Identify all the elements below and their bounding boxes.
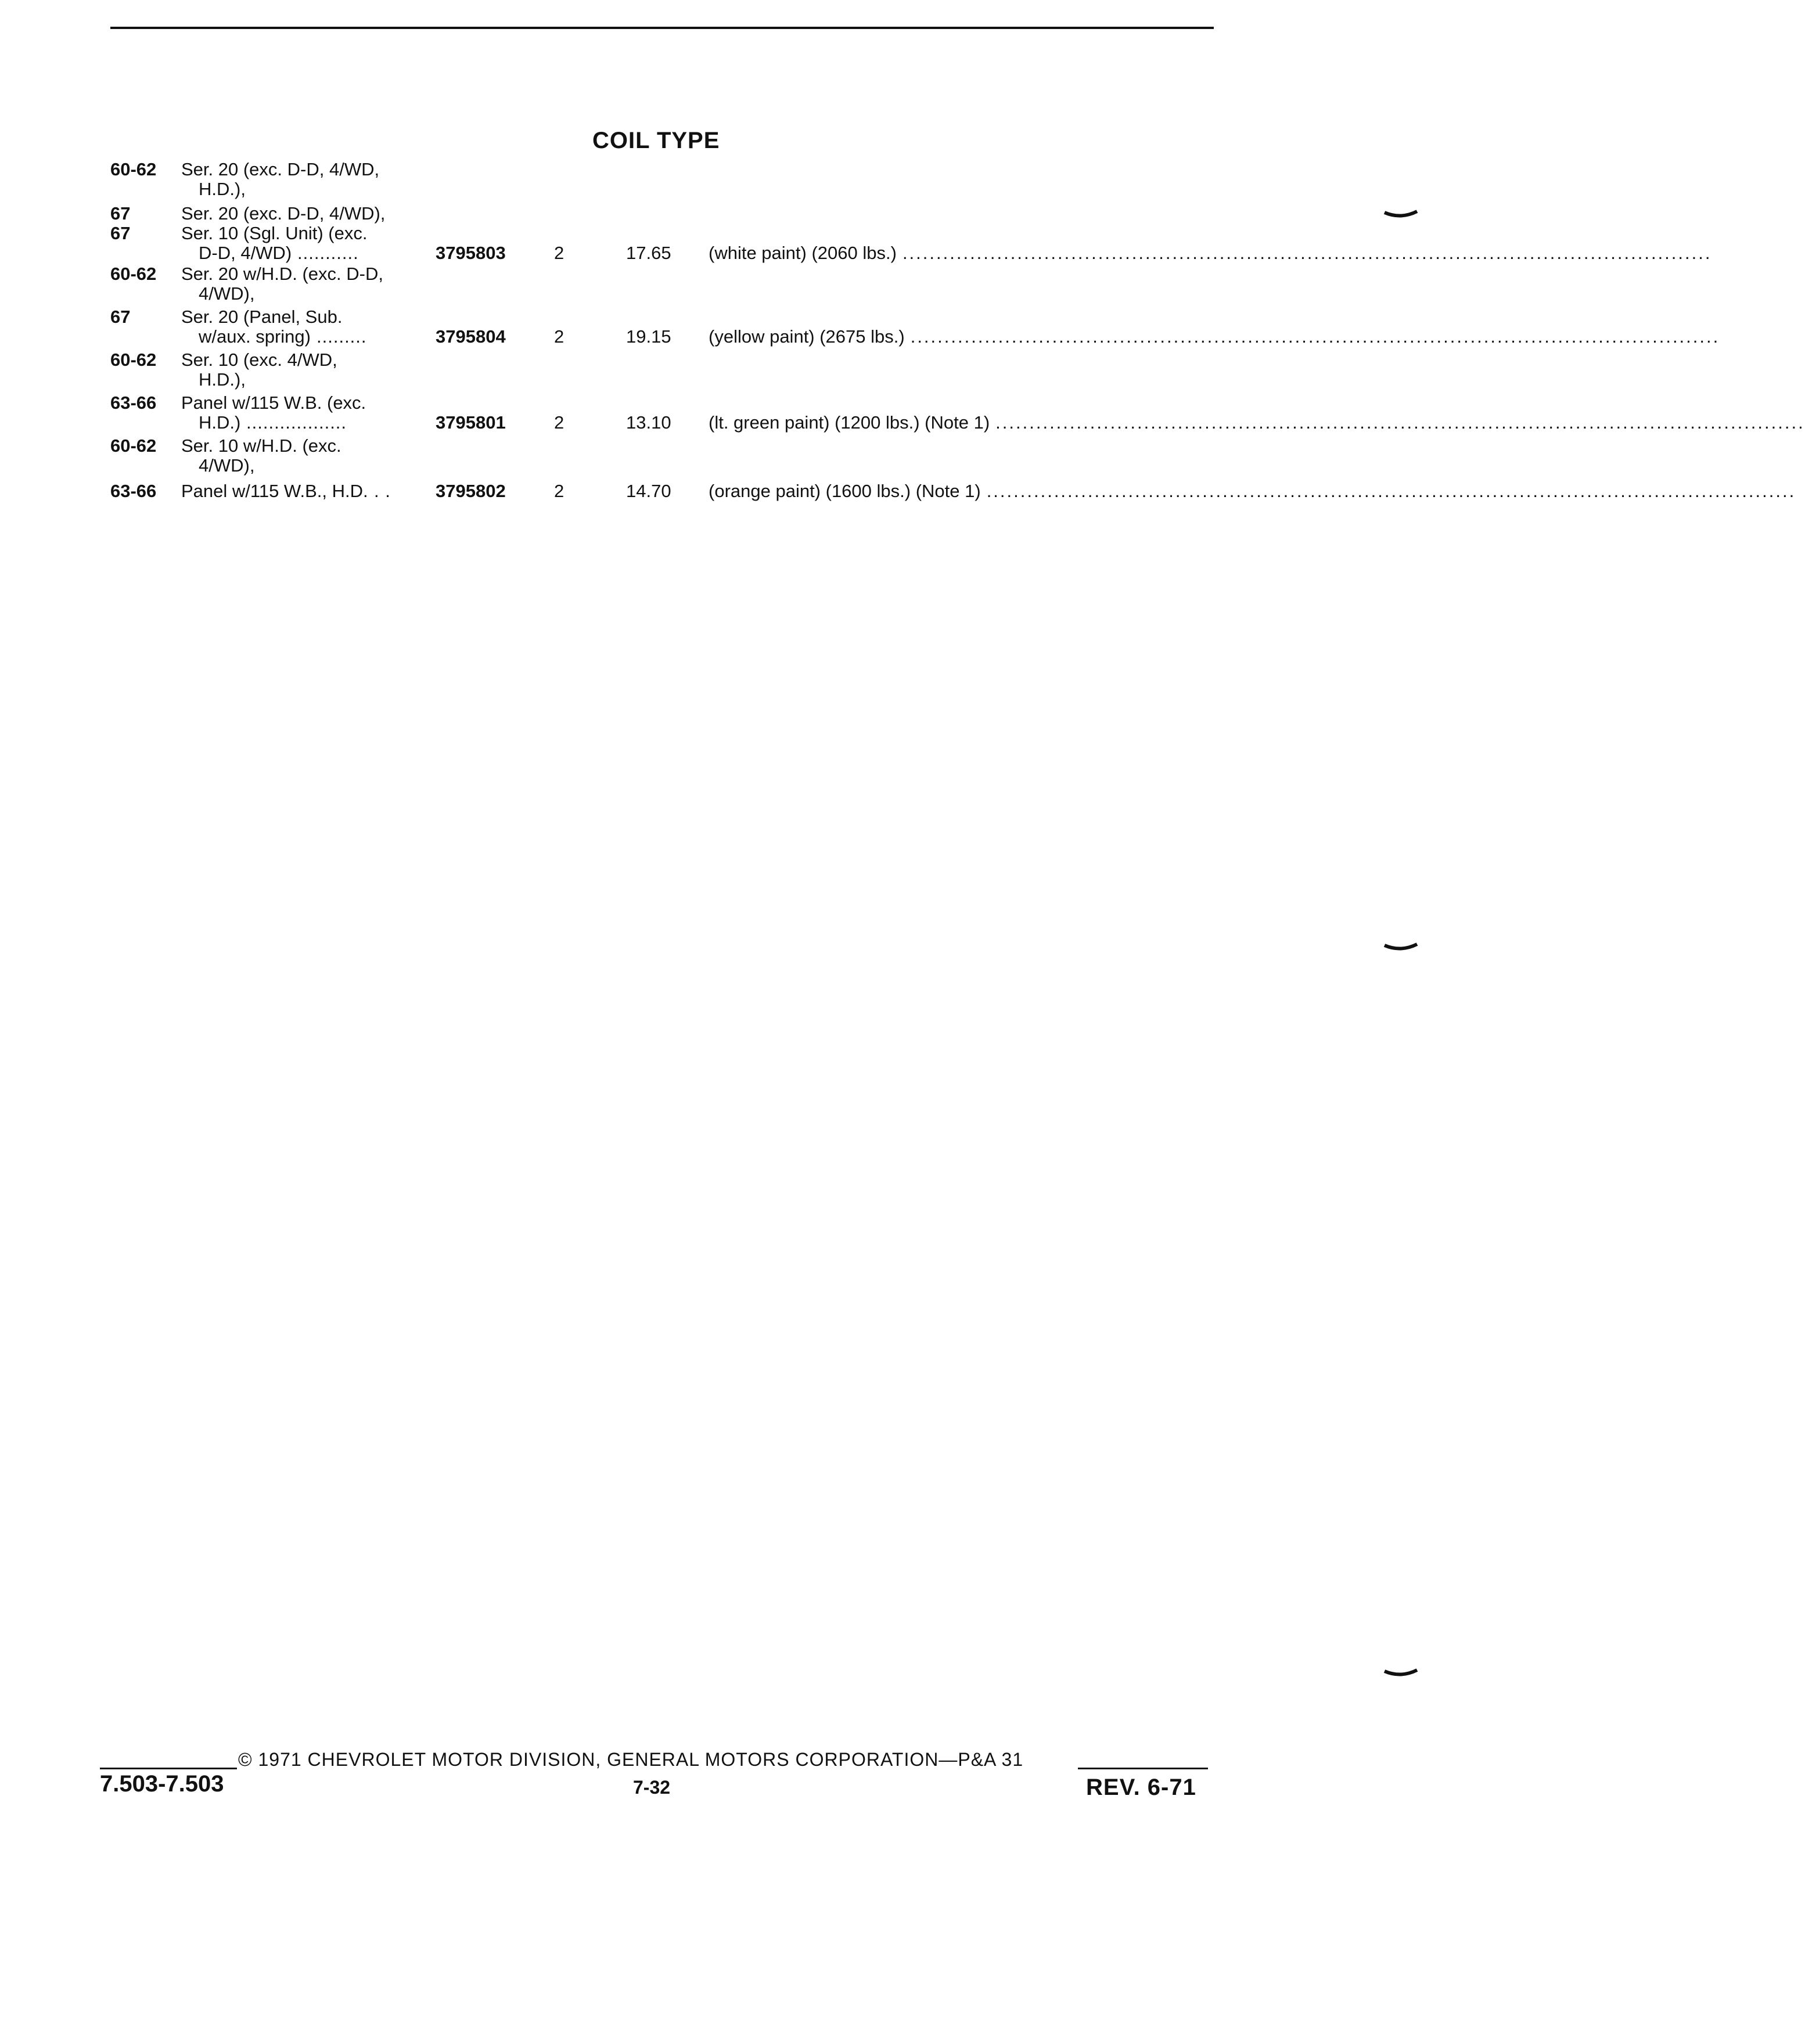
section-code: 7.503-7.503 <box>100 1771 224 1797</box>
model-years: 60-62 <box>110 264 157 284</box>
section-title: COIL TYPE <box>592 128 720 153</box>
top-rule <box>110 27 1214 29</box>
spring-note <box>709 326 1720 347</box>
note-text: (orange paint) (1600 lbs.) (Note 1) <box>709 481 981 501</box>
price: 13.10 <box>626 412 671 433</box>
part-number: 3795804 <box>436 326 506 347</box>
leader-dots: ........................................................................................................................ <box>902 243 1712 263</box>
model-years: 63-66 <box>110 481 157 501</box>
leader-dots: ........... <box>297 243 359 263</box>
spring-note <box>709 412 1805 433</box>
leader-dots: . . <box>374 481 391 501</box>
model-years: 60-62 <box>110 159 157 179</box>
part-number: 3795801 <box>436 412 506 433</box>
copyright-line: © 1971 CHEVROLET MOTOR DIVISION, GENERAL MOTORS CORPORATION—P&A 31 <box>238 1749 1024 1770</box>
part-row <box>110 350 1225 370</box>
spring-note <box>709 481 1796 501</box>
part-row <box>110 393 1225 413</box>
application-description: Ser. 20 w/H.D. (exc. D-D, <box>181 264 383 284</box>
price: 17.65 <box>626 243 671 263</box>
model-years: 67 <box>110 203 131 224</box>
application-description: Ser. 20 (exc. D-D, 4/WD, <box>181 159 380 179</box>
leader-dots: .................. <box>246 412 347 433</box>
application-description: Ser. 20 (Panel, Sub. <box>181 307 343 327</box>
part-number: 3795803 <box>436 243 506 263</box>
part-row <box>110 412 1805 433</box>
footer-rule <box>1078 1768 1208 1769</box>
application-description: Panel w/115 W.B. (exc. <box>181 393 366 413</box>
part-row <box>110 160 1225 179</box>
margin-mark <box>1383 209 1418 219</box>
leader-dots: ......... <box>317 326 367 347</box>
application-description: H.D.), <box>199 369 246 390</box>
price: 19.15 <box>626 326 671 347</box>
footer-rule <box>100 1768 237 1769</box>
part-row <box>110 370 1225 390</box>
part-row <box>110 481 1796 501</box>
quantity: 2 <box>554 326 564 347</box>
part-row <box>110 264 1225 284</box>
application-description: 4/WD), <box>199 283 255 304</box>
model-years: 67 <box>110 307 131 327</box>
spring-note <box>709 243 1712 263</box>
part-row <box>110 243 1712 263</box>
revision-label: REV. 6-71 <box>1086 1775 1196 1800</box>
model-years: 60-62 <box>110 436 157 456</box>
application-description: H.D.), <box>199 179 246 199</box>
note-text: (lt. green paint) (1200 lbs.) (Note 1) <box>709 412 990 433</box>
model-years: 67 <box>110 223 131 243</box>
part-row <box>110 326 1720 347</box>
quantity: 2 <box>554 481 564 501</box>
application-description: Ser. 10 (exc. 4/WD, <box>181 350 337 370</box>
part-row <box>110 436 1225 456</box>
margin-mark <box>1383 942 1418 952</box>
application-description: Ser. 20 (exc. D-D, 4/WD), <box>181 203 386 224</box>
leader-dots: ........................................................................................................................ <box>910 326 1720 347</box>
application-description: Panel w/115 W.B., H.D. <box>181 481 368 501</box>
application-description: Ser. 10 (Sgl. Unit) (exc. <box>181 223 368 243</box>
margin-mark <box>1383 1668 1418 1678</box>
page-number: 7-32 <box>633 1777 671 1798</box>
part-row <box>110 456 1225 476</box>
leader-dots: ........................................................................................................................ <box>995 412 1805 433</box>
model-years: 60-62 <box>110 350 157 370</box>
application-description: w/aux. spring) <box>199 326 311 347</box>
part-row <box>110 204 1225 224</box>
application-description: H.D.) <box>199 412 241 433</box>
part-row <box>110 307 1225 327</box>
part-row <box>110 179 1225 199</box>
part-row <box>110 224 1225 243</box>
part-row <box>110 284 1225 304</box>
note-text: (yellow paint) (2675 lbs.) <box>709 326 905 347</box>
application-description: 4/WD), <box>199 455 255 476</box>
application-description: D-D, 4/WD) <box>199 243 292 263</box>
quantity: 2 <box>554 243 564 263</box>
model-years: 63-66 <box>110 393 157 413</box>
quantity: 2 <box>554 412 564 433</box>
application-description: Ser. 10 w/H.D. (exc. <box>181 436 341 456</box>
leader-dots: ........................................................................................................................ <box>986 481 1796 501</box>
note-text: (white paint) (2060 lbs.) <box>709 243 897 263</box>
part-number: 3795802 <box>436 481 506 501</box>
price: 14.70 <box>626 481 671 501</box>
